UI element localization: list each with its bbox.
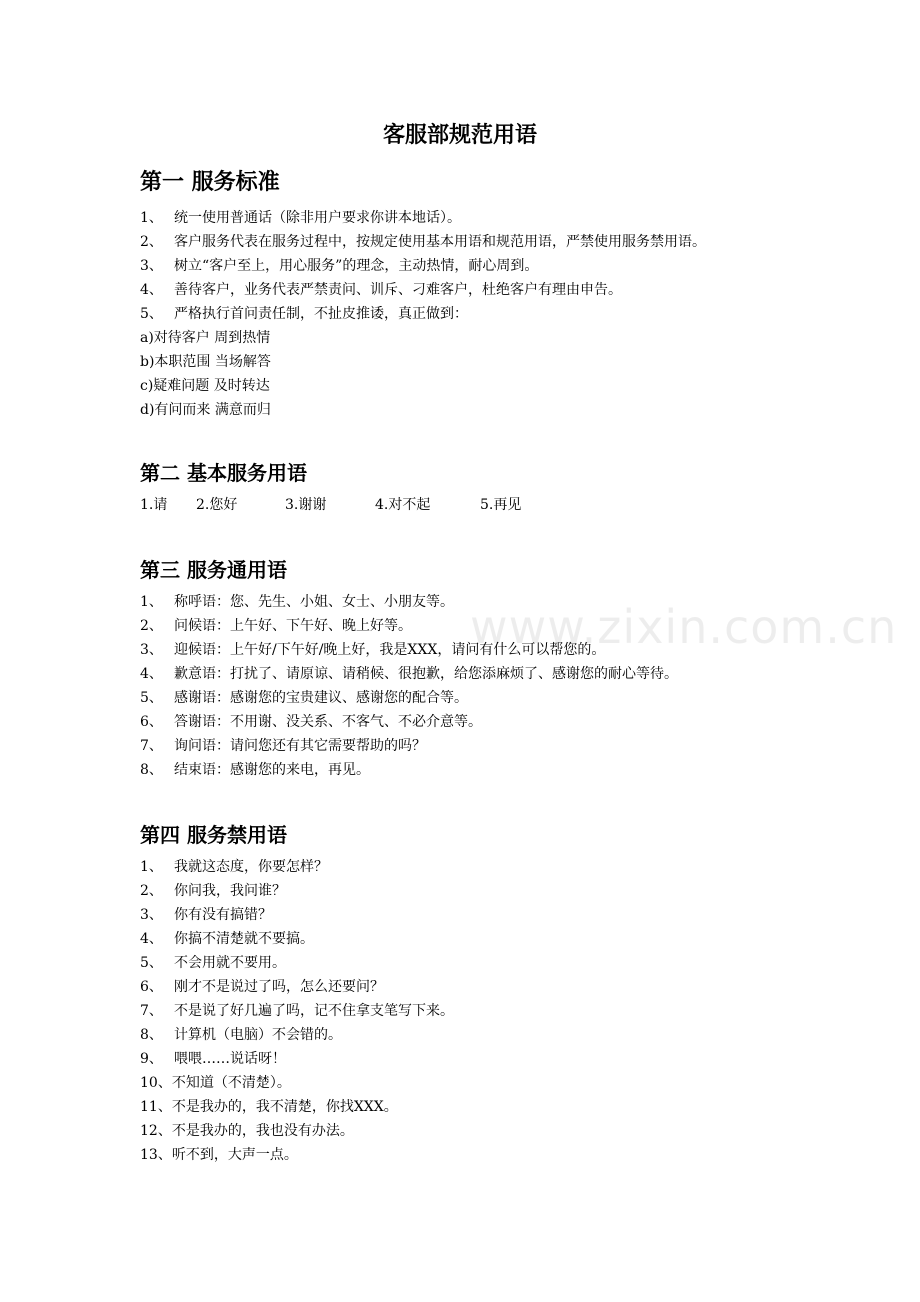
phrase-item: 3.谢谢 [285,497,327,513]
list-item [140,662,800,686]
item-number: 2、 [140,234,163,250]
list-item [140,1143,800,1167]
section-heading: 第三 服务通用语 [140,558,287,582]
item-text: 结束语：感谢您的来电，再见。 [174,762,370,778]
list-item [140,590,800,614]
sub-list-item [140,398,800,422]
common-phrases-list [140,590,800,782]
list-item [140,927,800,951]
item-text: 迎候语：上午好/下午好/晚上好，我是XXX，请问有什么可以帮您的。 [174,642,606,658]
item-number: 13、 [140,1147,172,1163]
section-heading: 第四 服务禁用语 [140,823,287,847]
section-heading: 第二 基本服务用语 [140,461,307,485]
sub-item-text: d)有问而来 满意而归 [140,402,271,418]
list-item [140,1119,800,1143]
item-text: 不是说了好几遍了吗，记不住拿支笔写下来。 [174,1003,454,1019]
item-text: 你有没有搞错？ [174,907,272,923]
list-item [140,710,800,734]
list-item [140,614,800,638]
standards-list [140,206,800,422]
watermark-text: www.zixin.com.cn [470,600,898,654]
item-number: 6、 [140,979,163,995]
item-number: 5、 [140,955,163,971]
list-item [140,1047,800,1071]
item-number: 10、 [140,1075,172,1091]
list-item [140,206,800,230]
item-number: 1、 [140,594,163,610]
item-text: 问候语：上午好、下午好、晚上好等。 [174,618,412,634]
list-item [140,254,800,278]
sub-item-text: c)疑难问题 及时转达 [140,378,270,394]
item-number: 4、 [140,931,163,947]
section-prohibited-phrases [140,821,800,1167]
item-text: 喂喂……说话呀！ [174,1051,286,1067]
item-text: 称呼语：您、先生、小姐、女士、小朋友等。 [174,594,454,610]
list-item [140,686,800,710]
item-text: 树立“客户至上，用心服务”的理念，主动热情，耐心周到。 [174,258,539,274]
item-text: 答谢语：不用谢、没关系、不客气、不必介意等。 [174,714,482,730]
item-text: 你问我，我问谁？ [174,883,286,899]
list-item [140,302,800,326]
item-text: 感谢语：感谢您的宝贵建议、感谢您的配合等。 [174,690,468,706]
item-number: 1、 [140,210,163,226]
item-text: 严格执行首问责任制，不扯皮推诿，真正做到： [174,306,468,322]
item-number: 4、 [140,282,163,298]
item-number: 3、 [140,642,163,658]
item-text: 客户服务代表在服务过程中，按规定使用基本用语和规范用语，严禁使用服务禁用语。 [174,234,706,250]
section-heading: 第一 服务标准 [140,170,280,195]
item-number: 2、 [140,883,163,899]
item-number: 4、 [140,666,163,682]
item-number: 6、 [140,714,163,730]
item-number: 9、 [140,1051,163,1067]
item-number: 2、 [140,618,163,634]
basic-phrases-row [140,493,800,517]
item-text: 善待客户，业务代表严禁责问、训斥、刁难客户，杜绝客户有理由申告。 [174,282,622,298]
phrase-item: 4.对不起 [375,497,431,513]
item-number: 3、 [140,907,163,923]
sub-item-text: a)对待客户 周到热情 [140,330,271,346]
sub-list-item [140,374,800,398]
item-text: 统一使用普通话（除非用户要求你讲本地话）。 [174,210,461,226]
item-text: 听不到，大声一点。 [171,1147,298,1163]
list-item [140,1023,800,1047]
section-basic-phrases [140,459,800,517]
sub-list-item [140,326,800,350]
item-number: 7、 [140,738,163,754]
list-item [140,975,800,999]
list-item [140,879,800,903]
list-item [140,1095,800,1119]
item-number: 3、 [140,258,163,274]
list-item [140,758,800,782]
item-number: 1、 [140,859,163,875]
list-item [140,951,800,975]
item-number: 8、 [140,762,163,778]
item-number: 5、 [140,306,163,322]
item-text: 计算机（电脑）不会错的。 [174,1027,342,1043]
list-item [140,999,800,1023]
item-text: 歉意语：打扰了、请原谅、请稍候、很抱歉，给您添麻烦了、感谢您的耐心等待。 [174,666,678,682]
item-number: 12、 [140,1123,172,1139]
section-common-phrases [140,556,800,782]
item-number: 8、 [140,1027,163,1043]
item-text: 不知道（不清楚）。 [171,1075,291,1091]
list-item [140,278,800,302]
item-text: 刚才不是说过了吗，怎么还要问？ [174,979,384,995]
item-text: 我就这态度，你要怎样？ [174,859,328,875]
list-item [140,903,800,927]
section-service-standards [140,168,800,422]
list-item [140,855,800,879]
item-text: 不会用就不要用。 [174,955,286,971]
sub-item-text: b)本职范围 当场解答 [140,354,271,370]
item-text: 你搞不清楚就不要搞。 [174,931,314,947]
document-title: 客服部规范用语 [382,123,537,148]
item-number: 7、 [140,1003,163,1019]
list-item [140,230,800,254]
item-text: 询问语：请问您还有其它需要帮助的吗？ [174,738,426,754]
item-text: 不是我办的，我不清楚，你找XXX。 [171,1099,398,1115]
phrase-item: 5.再见 [480,497,522,513]
list-item [140,638,800,662]
prohibited-phrases-list [140,855,800,1167]
list-item [140,734,800,758]
phrase-item: 1.请 [140,497,168,513]
list-item [140,1071,800,1095]
item-number: 5、 [140,690,163,706]
sub-list-item [140,350,800,374]
phrase-item: 2.您好 [196,497,238,513]
item-number: 11、 [140,1099,172,1115]
item-text: 不是我办的，我也没有办法。 [171,1123,354,1139]
